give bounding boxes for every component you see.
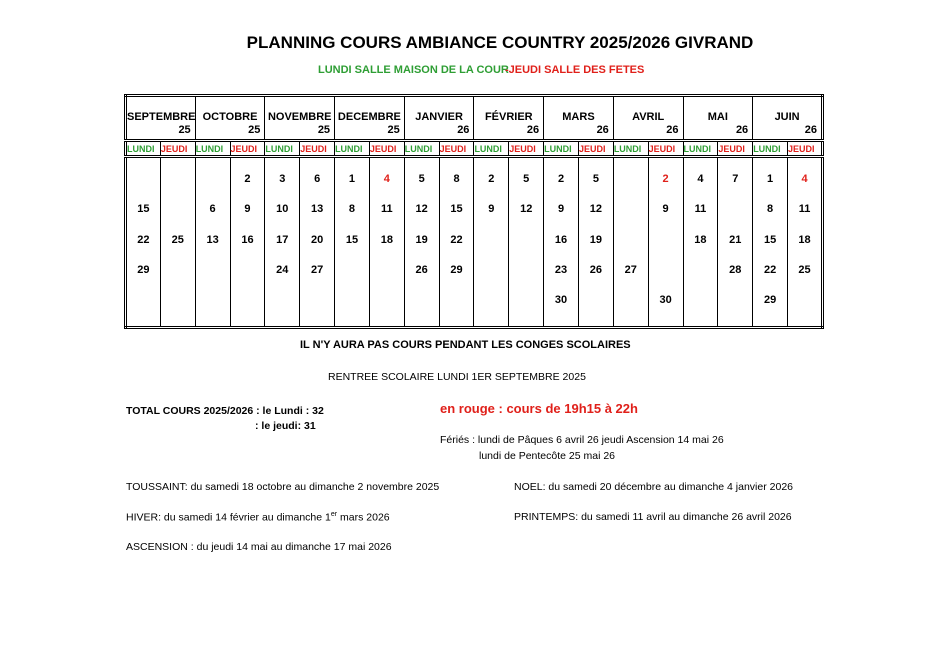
- dates-cell-lundi: [683, 157, 718, 328]
- date-number: 12: [520, 203, 533, 215]
- red-legend: en rouge : cours de 19h15 à 22h: [440, 401, 638, 416]
- date-number: 22: [137, 234, 150, 246]
- date-number: 11: [381, 203, 393, 215]
- page-title: PLANNING COURS AMBIANCE COUNTRY 2025/2026 GIVRAND: [246, 33, 754, 52]
- noel-holiday: NOEL: du samedi 20 décembre au dimanche 4 janvier 2026: [514, 481, 793, 493]
- day-label-jeudi: JEUDI: [578, 141, 613, 157]
- month-header: [265, 96, 335, 141]
- toussaint-holiday: TOUSSAINT: du samedi 18 octobre au dimanche 2 novembre 2025: [126, 481, 440, 493]
- date-number: 1: [348, 173, 356, 185]
- month-name: MAI: [707, 111, 728, 123]
- dates-cell-lundi: [404, 157, 439, 328]
- day-label-lundi: LUNDI: [265, 141, 300, 157]
- total-lundi: TOTAL COURS 2025/2026 : le Lundi : 32: [126, 405, 324, 417]
- date-number: 5: [523, 173, 530, 185]
- month-header: [613, 96, 683, 141]
- month-header: [195, 96, 265, 141]
- day-label-lundi: LUNDI: [753, 141, 788, 157]
- month-header: [474, 96, 544, 141]
- day-label-lundi: LUNDI: [683, 141, 718, 157]
- feries-line-1: Fériés : lundi de Pâques 6 avril 26 jeudi Ascension 14 mai 26: [440, 434, 724, 446]
- date-number: 12: [415, 203, 428, 215]
- date-number: 26: [589, 264, 603, 276]
- month-year: 26: [457, 124, 470, 136]
- date-number: 2: [662, 173, 669, 185]
- date-number: 16: [554, 234, 568, 246]
- no-class-note: IL N'Y AURA PAS COURS PENDANT LES CONGES SCOLAIRES: [300, 339, 631, 351]
- date-number: 13: [206, 234, 219, 246]
- day-label-jeudi: JEUDI: [160, 141, 195, 157]
- dates-cell-lundi: [753, 157, 788, 328]
- date-number: 28: [729, 264, 742, 276]
- date-number: 2: [488, 173, 495, 185]
- month-year: 26: [526, 124, 540, 136]
- date-number: 15: [345, 234, 359, 246]
- dates-cell-jeudi: [160, 157, 195, 328]
- date-number: 3: [279, 173, 286, 185]
- date-number: 29: [763, 294, 777, 306]
- date-number: 9: [244, 203, 251, 215]
- date-number: 27: [624, 264, 637, 276]
- day-label-lundi: LUNDI: [335, 141, 370, 157]
- date-number: 30: [554, 294, 568, 306]
- day-label-jeudi: JEUDI: [788, 141, 823, 157]
- date-number: 1: [767, 173, 774, 185]
- month-header: [683, 96, 753, 141]
- dates-cell-jeudi: [230, 157, 265, 328]
- date-number: 8: [453, 173, 460, 185]
- dates-cell-lundi: [265, 157, 300, 328]
- subtitle-lundi: LUNDI SALLE MAISON DE LA COUR: [318, 64, 509, 76]
- day-label-lundi: LUNDI: [126, 141, 161, 157]
- date-number: 9: [557, 203, 565, 215]
- month-year: 25: [178, 124, 191, 136]
- date-number: 4: [801, 173, 808, 185]
- day-label-jeudi: JEUDI: [439, 141, 474, 157]
- month-year: 25: [317, 124, 331, 136]
- dates-cell-lundi: [474, 157, 509, 328]
- month-name: OCTOBRE: [202, 111, 258, 123]
- date-number: 29: [137, 264, 150, 276]
- month-name: SEPTEMBRE: [127, 111, 196, 123]
- month-header-row: [126, 96, 823, 141]
- dates-cell-jeudi: [369, 157, 404, 328]
- dates-cell-lundi: [335, 157, 370, 328]
- feries-line-2: lundi de Pentecôte 25 mai 26: [479, 450, 616, 462]
- month-name: JUIN: [774, 111, 800, 123]
- month-year: 26: [666, 124, 679, 136]
- month-header: [404, 96, 474, 141]
- date-number: 6: [314, 173, 321, 185]
- month-name: FÉVRIER: [484, 111, 533, 123]
- day-label-row: [126, 141, 823, 157]
- dates-cell-jeudi: [788, 157, 823, 328]
- date-number: 15: [450, 203, 463, 215]
- month-name: NOVEMBRE: [267, 111, 332, 123]
- date-number: 27: [311, 264, 324, 276]
- month-year: 25: [248, 124, 261, 136]
- dates-cell-jeudi: [648, 157, 683, 328]
- month-name: AVRIL: [632, 111, 665, 123]
- date-number: 15: [137, 203, 150, 215]
- schedule-table: [124, 94, 824, 329]
- date-number: 7: [732, 173, 739, 185]
- date-number: 18: [798, 234, 811, 246]
- date-number: 25: [798, 264, 811, 276]
- month-year: 25: [387, 124, 400, 136]
- date-number: 12: [589, 203, 603, 215]
- ascension-holiday: ASCENSION : du jeudi 14 mai au dimanche 17 mai 2026: [126, 541, 392, 553]
- date-number: 18: [694, 234, 707, 246]
- month-header: [126, 96, 196, 141]
- dates-cell-lundi: [126, 157, 161, 328]
- day-label-jeudi: JEUDI: [369, 141, 404, 157]
- dates-cell-jeudi: [718, 157, 753, 328]
- date-number: 19: [589, 234, 603, 246]
- day-label-lundi: LUNDI: [544, 141, 579, 157]
- dates-cell-jeudi: [578, 157, 613, 328]
- day-label-lundi: LUNDI: [474, 141, 509, 157]
- day-label-lundi: LUNDI: [404, 141, 439, 157]
- date-number: 8: [767, 203, 774, 215]
- date-number: 26: [415, 264, 428, 276]
- day-label-jeudi: JEUDI: [509, 141, 544, 157]
- date-number: 9: [662, 203, 669, 215]
- day-label-jeudi: JEUDI: [648, 141, 683, 157]
- day-label-jeudi: JEUDI: [300, 141, 335, 157]
- month-name: JANVIER: [415, 111, 463, 123]
- date-number: 20: [311, 234, 324, 246]
- dates-cell-jeudi: [300, 157, 335, 328]
- dates-cell-lundi: [613, 157, 648, 328]
- date-number: 2: [244, 173, 251, 185]
- date-number: 5: [592, 173, 599, 185]
- date-number: 4: [697, 173, 704, 185]
- dates-cell-jeudi: [439, 157, 474, 328]
- month-header: [753, 96, 823, 141]
- date-number: 6: [209, 203, 216, 215]
- date-number: 11: [798, 203, 811, 215]
- hiver-holiday: HIVER: du samedi 14 février au dimanche 1er mars 2026: [126, 511, 390, 524]
- dates-cell-jeudi: [509, 157, 544, 328]
- date-number: 30: [659, 294, 672, 306]
- date-number: 11: [694, 203, 707, 215]
- date-number: 24: [276, 264, 289, 276]
- rentree-note: RENTREE SCOLAIRE LUNDI 1ER SEPTEMBRE 2025: [328, 371, 586, 383]
- subtitle-jeudi: -JEUDI SALLE DES FETES: [505, 64, 645, 76]
- month-year: 26: [735, 124, 749, 136]
- month-header: [544, 96, 614, 141]
- month-year: 26: [804, 124, 817, 136]
- date-number: 19: [415, 234, 428, 246]
- month-name: DECEMBRE: [337, 111, 401, 123]
- date-number: 13: [311, 203, 324, 215]
- date-number: 21: [729, 234, 742, 246]
- date-number: 15: [763, 234, 777, 246]
- dates-cell-lundi: [544, 157, 579, 328]
- printemps-holiday: PRINTEMPS: du samedi 11 avril au dimanche 26 avril 2026: [514, 511, 792, 523]
- day-label-lundi: LUNDI: [613, 141, 648, 157]
- dates-row: [126, 157, 823, 328]
- total-jeudi: : le jeudi: 31: [255, 420, 316, 432]
- day-label-lundi: LUNDI: [195, 141, 230, 157]
- day-label-jeudi: JEUDI: [230, 141, 265, 157]
- date-number: 8: [348, 203, 356, 215]
- date-number: 18: [380, 234, 393, 246]
- date-number: 2: [557, 173, 565, 185]
- date-number: 22: [450, 234, 463, 246]
- date-number: 4: [383, 173, 390, 185]
- date-number: 29: [450, 264, 463, 276]
- month-year: 26: [596, 124, 609, 136]
- date-number: 10: [276, 203, 289, 215]
- date-number: 25: [171, 234, 184, 246]
- date-number: 23: [554, 264, 568, 276]
- date-number: 17: [276, 234, 289, 246]
- date-number: 22: [763, 264, 777, 276]
- date-number: 5: [418, 173, 425, 185]
- date-number: 16: [241, 234, 254, 246]
- day-label-jeudi: JEUDI: [718, 141, 753, 157]
- date-number: 9: [488, 203, 495, 215]
- dates-cell-lundi: [195, 157, 230, 328]
- month-name: MARS: [562, 111, 595, 123]
- month-header: [335, 96, 405, 141]
